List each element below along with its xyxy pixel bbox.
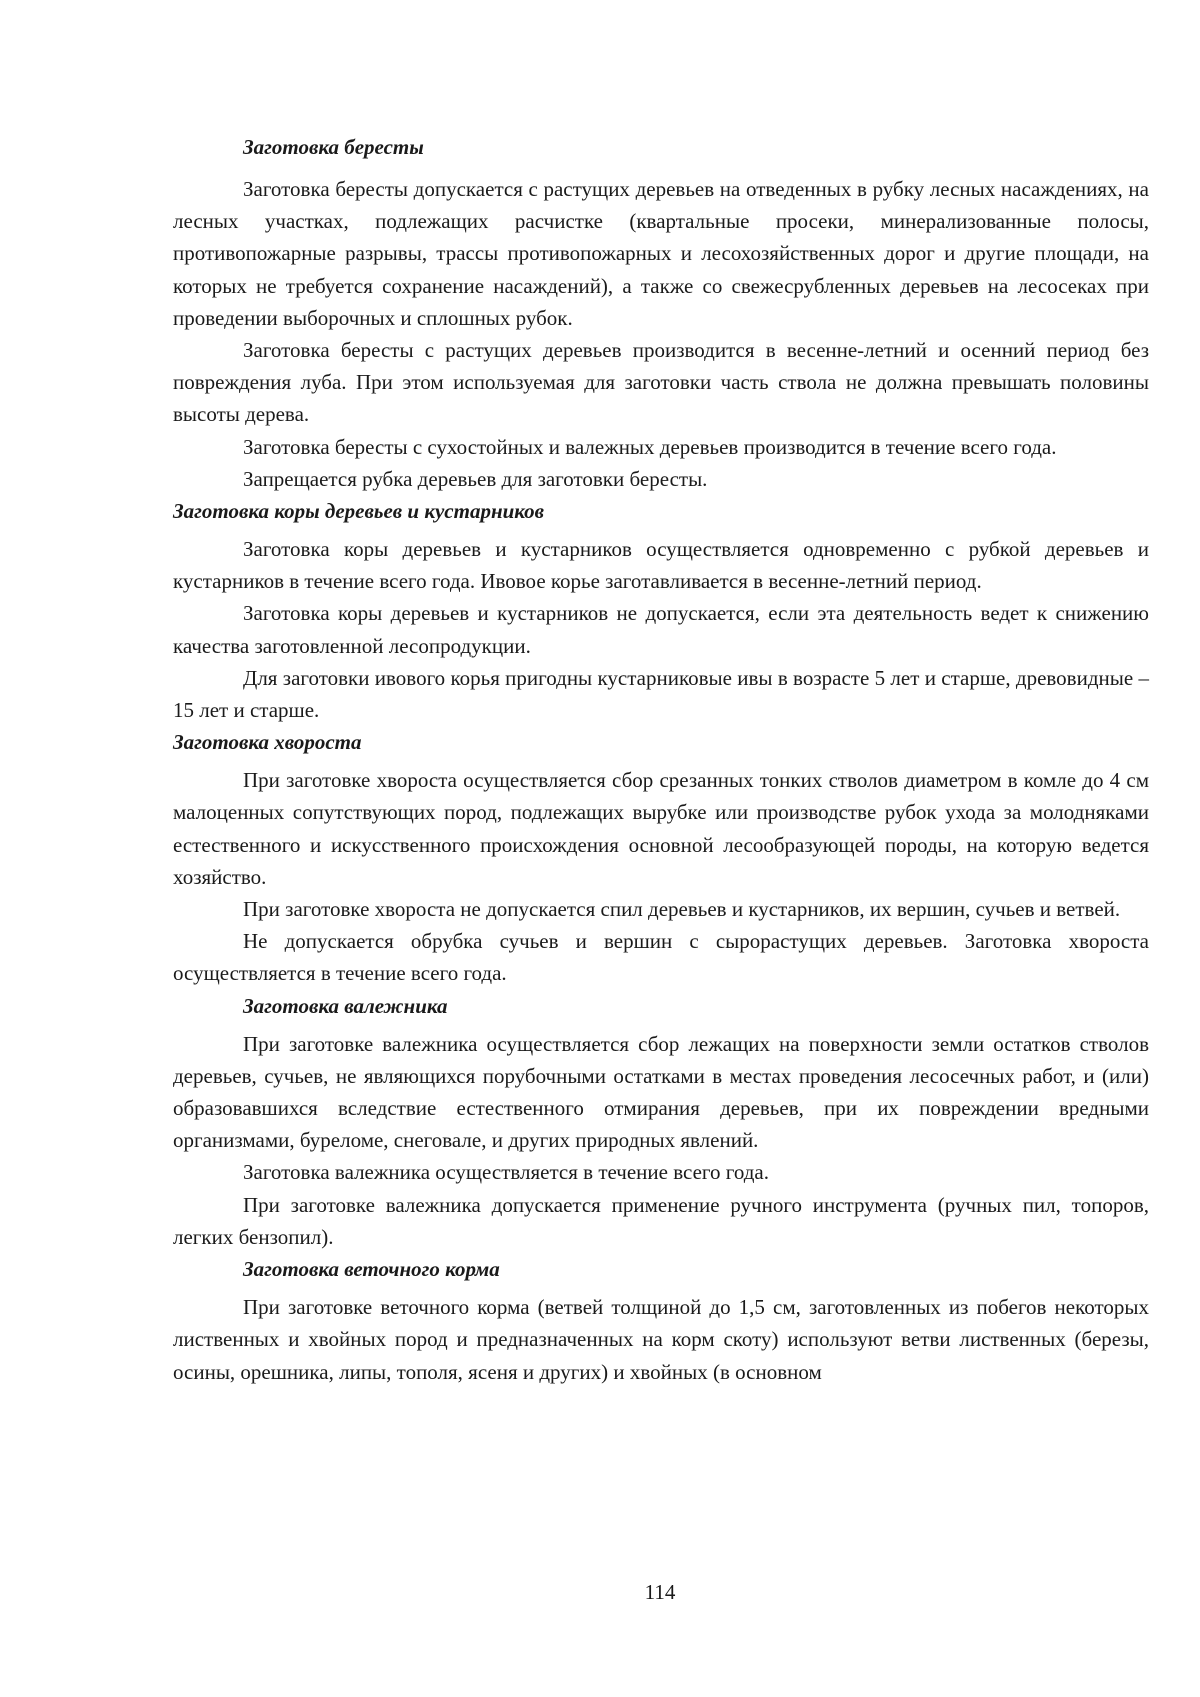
paragraph: Заготовка валежника осуществляется в течение всего года. bbox=[243, 1160, 769, 1185]
paragraph: При заготовке валежника допускается применение ручного инструмента (ручных пил, топоров, легких бензопил). bbox=[173, 1192, 1149, 1249]
section-title-brushwood: Заготовка хвороста bbox=[173, 730, 362, 755]
paragraph: При заготовке валежника осуществляется сбор лежащих на поверхности земли остатков стволов деревьев, сучьев, не являющихся порубочными остатками в местах проведения лесосечных работ, и (или) образовавшихся вследствие естественного отмирания деревьев, при их повреждении вредными организмами, буреломе, снеговале, и других природных явлений. bbox=[173, 1031, 1149, 1153]
paragraph: Запрещается рубка деревьев для заготовки бересты. bbox=[243, 466, 708, 491]
section-title-branch-fodder: Заготовка веточного корма bbox=[243, 1257, 500, 1282]
paragraph: При заготовке хвороста не допускается спил деревьев и кустарников, их вершин, сучьев и ветвей. bbox=[243, 897, 1121, 922]
section-title-bark: Заготовка коры деревьев и кустарников bbox=[173, 499, 545, 524]
paragraph: Заготовка бересты допускается с растущих деревьев на отведенных в рубку лесных насаждениях, на лесных участках, подлежащих расчистке (квартальные просеки, минерализованные полосы, противопожарные разрывы, трассы противопожарных и лесохозяйственных дорог и другие площади, на которых не требуется сохранение насаждений), а также со свежесрубленных деревьев на лесосеках при проведении выборочных и сплошных рубок. bbox=[173, 177, 1149, 330]
paragraph: Не допускается обрубка сучьев и вершин с сырорастущих деревьев. Заготовка хвороста осуществляется в течение всего года. bbox=[173, 929, 1149, 986]
paragraph: Заготовка бересты с растущих деревьев производится в весенне-летний и осенний период без повреждения луба. При этом используемая для заготовки часть ствола не должна превышать половины высоты дерева. bbox=[173, 338, 1149, 427]
paragraph: Заготовка коры деревьев и кустарников осуществляется одновременно с рубкой деревьев и кустарников в течение всего года. Ивовое корье заготавливается в весенне-летний период. bbox=[173, 537, 1149, 594]
paragraph: Заготовка бересты с сухостойных и валежных деревьев производится в течение всего года. bbox=[243, 434, 1057, 459]
section-title-deadwood: Заготовка валежника bbox=[243, 993, 448, 1018]
page-content bbox=[173, 131, 1149, 1388]
paragraph: При заготовке хвороста осуществляется сбор срезанных тонких стволов диаметром в комле до 4 см малоценных сопутствующих пород, подлежащих вырубке или производстве рубок ухода за молодняками естественного и искусственного происхождения основной лесообразующей породы, на которую ведется хозяйство. bbox=[173, 768, 1149, 889]
page-number: 114 bbox=[644, 1580, 676, 1604]
section-title-birch-bark: Заготовка бересты bbox=[243, 135, 424, 159]
paragraph: При заготовке веточного корма (ветвей толщиной до 1,5 см, заготовленных из побегов некоторых лиственных и хвойных пород и предназначенных на корм скоту) используют ветви лиственных (березы, осины, орешника, липы, тополя, ясеня и других) и хвойных (в основном bbox=[173, 1295, 1149, 1384]
paragraph: Заготовка коры деревьев и кустарников не допускается, если эта деятельность ведет к снижению качества заготовленной лесопродукции. bbox=[173, 601, 1149, 658]
paragraph: Для заготовки ивового корья пригодны кустарниковые ивы в возрасте 5 лет и старше, древовидные – 15 лет и старше. bbox=[173, 665, 1149, 723]
